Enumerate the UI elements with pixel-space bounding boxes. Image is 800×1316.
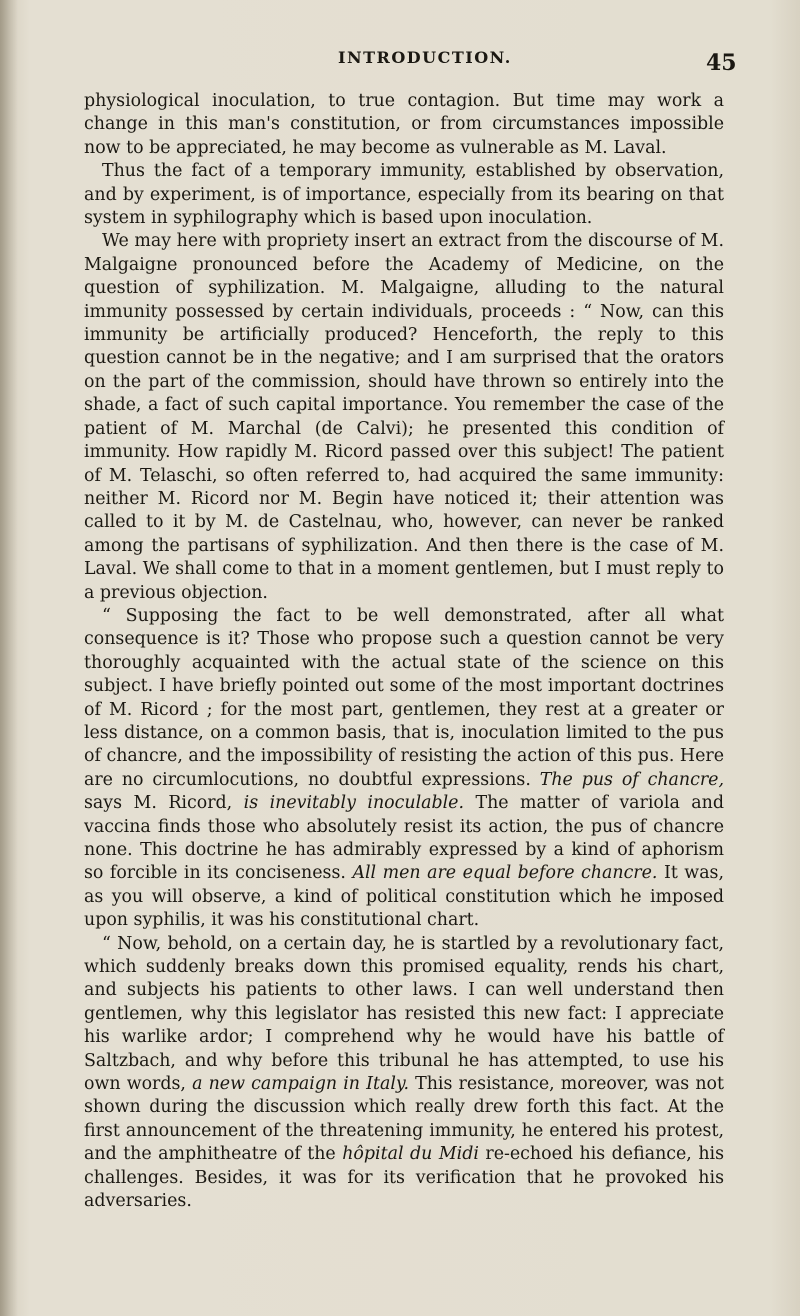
text-run: The matter of variola and vaccina finds those who absolutely resist its action, the pus of chancre none. This doctrine he has admirably expressed by a kind of aphorism so forcible in its conciseness. [84, 793, 724, 884]
running-head: INTRODUCTION. [338, 48, 512, 67]
italic-phrase: hôpital du Midi [342, 1144, 479, 1165]
text-run: “ Supposing the fact to be well demonstrated, after all what consequence is it? Those who propose such a question cannot be very thoroughly acquainted with the actual state of the science on this subject. I have briefly pointed out some of the most important doctrines of M. Ricord ; for the most part, gentlemen, they rest at a greater or less distance, on a common basis, that is, inoculation limited to the pus of chancre, and the impossibility of resisting the action of this pus. Here are no circumlocutions, no doubtful expressions. [84, 605, 724, 790]
text-run: We may here with propriety insert an extract from the discourse of M. Malgaigne pronounced before the Academy of Medicine, on the question of syphilization. M. Malgaigne, alluding to the natural immunity possessed by certain individuals, proceeds : “ Now, can this immunity be artificially produced? Henceforth, the reply to this question cannot be in the negative; and I am surprised that the orators on the part of the commission, should have thrown so entirely into the shade, a fact of such capital importance. You remember the case of the patient of M. Marchal (de Calvi); he presented this condition of immunity. How rapidly M. Ricord passed over this subject! The patient of M. Telaschi, so often referred to, had acquired the same immunity: neither M. Ricord nor M. Begin have noticed it; their attention was called to it by M. de Castelnau, who, however, can never be ranked among the partisans of syphilization. And then there is the case of M. Laval. We shall come to that in a moment gentlemen, but I must reply to a previous objection. [84, 231, 724, 603]
paragraph [84, 90, 724, 160]
italic-phrase: a new campaign in Italy. [192, 1074, 409, 1095]
paragraph [84, 605, 724, 933]
text-run: Thus the fact of a temporary immunity, established by observation, and by experiment, is of importance, especially from its bearing on that system in syphilography which is based upon inoculation. [84, 161, 724, 229]
italic-phrase: is inevitably inoculable. [243, 793, 465, 814]
paragraph [84, 230, 724, 605]
paragraph [84, 933, 724, 1214]
text-run: says M. Ricord, [84, 793, 244, 814]
page-number: 45 [706, 50, 737, 76]
body-text [84, 90, 724, 1214]
text-run: re-echoed his defiance, his challenges. Besides, it was for its verification that he provoked his adversaries. [84, 1144, 725, 1212]
text-run: “ Now, behold, on a certain day, he is startled by a revolutionary fact, which suddenly breaks down this promised equality, rends his chart, and subjects his patients to other laws. I can well understand then gentlemen, why this legislator has resisted this new fact: I appreciate his warlike ardor; I comprehend why he would have his battle of Saltzbach, and why before this tribunal he has attempted, to use his own words, [84, 933, 724, 1095]
italic-phrase: All men are equal before chancre. [352, 863, 658, 884]
page-header [0, 44, 800, 84]
paragraph [84, 160, 724, 230]
text-run: This resistance, moreover, was not shown during the discussion which really drew forth this fact. At the first announcement of the threatening immunity, he entered his protest, and the amphitheatre of the [84, 1074, 725, 1165]
italic-phrase: The pus of chancre, [539, 769, 724, 790]
spine-shadow [0, 0, 18, 1316]
text-run: physiological inoculation, to true contagion. But time may work a change in this man's constitution, or from circumstances impossible now to be appreciated, he may become as vulnerable as M. Laval. [84, 91, 724, 158]
text-run: It was, as you will observe, a kind of political constitution which he imposed upon syphilis, it was his constitutional chart. [84, 863, 725, 931]
